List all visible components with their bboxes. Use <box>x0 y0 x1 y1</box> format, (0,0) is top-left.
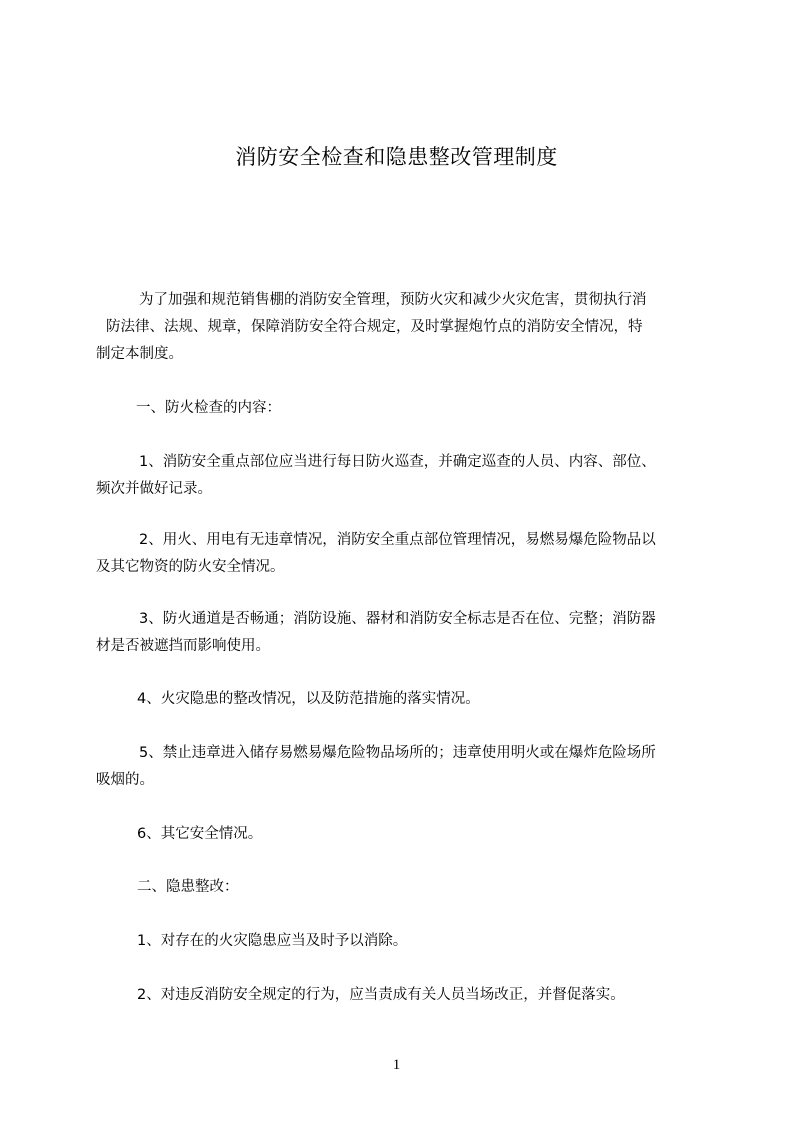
section2-item-2: 2、对违反消防安全规定的行为，应当责成有关人员当场改正，并督促落实。 <box>137 987 625 1003</box>
intro-paragraph <box>96 287 647 368</box>
section1-item-3-line-2: 材是否被遮挡而影响使用。 <box>96 638 270 654</box>
section1-item-2 <box>96 527 656 581</box>
section2-heading: 二、隐患整改： <box>137 879 239 895</box>
section1-item-6: 6、其它安全情况。 <box>137 826 263 842</box>
section1-item-1-line-1: 1、消防安全重点部位应当进行每日防火巡查，并确定巡查的人员、内容、部位、 <box>139 454 656 470</box>
section1-item-2-line-2: 及其它物资的防火安全情况。 <box>96 559 285 575</box>
section2-item-1: 1、对存在的火灾隐患应当及时予以消除。 <box>137 933 408 949</box>
section1-heading: 一、防火检查的内容： <box>136 400 281 416</box>
section1-item-4: 4、火灾隐患的整改情况，以及防范措施的落实情况。 <box>137 691 480 707</box>
section1-item-3 <box>96 606 656 660</box>
page-number: 1 <box>392 1057 401 1073</box>
section1-item-3-line-1: 3、防火通道是否畅通；消防设施、器材和消防安全标志是否在位、完整；消防器 <box>139 611 656 627</box>
section1-item-5-line-2: 吸烟的。 <box>96 772 154 788</box>
section1-item-2-line-1: 2、用火、用电有无违章情况，消防安全重点部位管理情况，易燃易爆危险物品以 <box>139 532 656 548</box>
section1-item-1 <box>96 449 656 503</box>
intro-line-2: 防法律、法规、规章，保障消防安全符合规定，及时掌握炮竹点的消防安全情况，特 <box>106 319 643 335</box>
document-title: 消防安全检查和隐患整改管理制度 <box>235 145 558 169</box>
intro-line-1: 为了加强和规范销售棚的消防安全管理，预防火灾和减少火灾危害，贯彻执行消 <box>139 292 647 308</box>
intro-line-3: 制定本制度。 <box>96 346 183 362</box>
section1-item-5 <box>96 740 656 794</box>
section1-item-1-line-2: 频次并做好记录。 <box>96 481 212 497</box>
section1-item-5-line-1: 5、禁止违章进入储存易燃易爆危险物品场所的；违章使用明火或在爆炸危险场所 <box>139 745 656 761</box>
